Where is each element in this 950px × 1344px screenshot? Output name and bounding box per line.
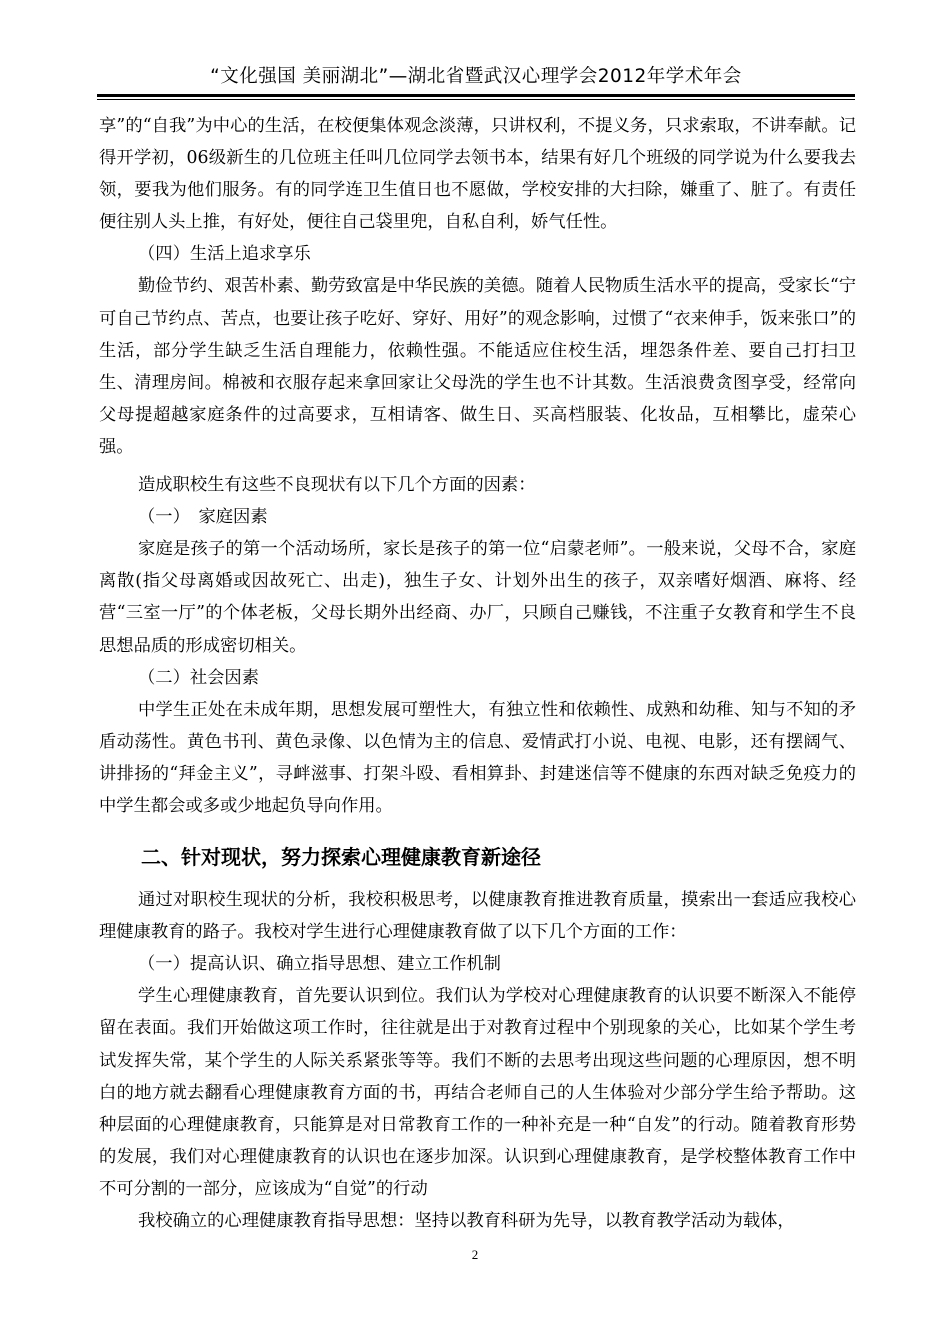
- section-title: 二、针对现状，努力探索心理健康教育新途径: [141, 845, 541, 870]
- header-rule-thin: [97, 99, 855, 100]
- paragraph: 中学生正处在未成年期，思想发展可塑性大，有独立性和依赖性、成熟和幼稚、知与不知的矛盾动荡性。黄色书刊、黄色录像、以色情为主的信息、爱情武打小说、电视、电影，还有摆阔气、讲排扬的“拜金主义”，寻衅滋事、打架斗殴、看相算卦、封建迷信等不健康的东西对缺乏免疫力的中学生都会或多或少地起负导向作用。: [99, 699, 856, 816]
- paragraph: 学生心理健康教育，首先要认识到位。我们认为学校对心理健康教育的认识要不断深入不能停留在表面。我们开始做这项工作时，往往就是出于对教育过程中个别现象的关心，比如某个学生考试发挥失常，某个学生的人际关系紧张等等。我们不断的去思考出现这些问题的心理原因，想不明白的地方就去翻看心理健康教育方面的书，再结合老师自己的人生体验对少部分学生给予帮助。这种层面的心理健康教育，只能算是对日常教育工作的一种补充是一种“自发”的行动。随着教育形势的发展，我们对心理健康教育的认识也在逐步加深。认识到心理健康教育，是学校整体教育工作中不可分割的一部分，应该成为“自觉”的行动: [99, 986, 856, 1199]
- header-rule: [97, 94, 855, 97]
- page-number: 2: [471, 1247, 479, 1262]
- subheading: （二）社会因素: [138, 667, 259, 688]
- subheading: （四）生活上追求享乐: [138, 244, 311, 265]
- subheading: （一）提高认识、确立指导思想、建立工作机制: [138, 954, 501, 975]
- paragraph: 家庭是孩子的第一个活动场所，家长是孩子的第一位“启蒙老师”。一般来说，父母不合，家庭离散(指父母离婚或因故死亡、出走)，独生子女、计划外出生的孩子，双亲嗜好烟酒、麻将、经营“三室一厅”的个体老板，父母长期外出经商、办厂，只顾自己赚钱，不注重子女教育和学生不良思想品质的形成密切相关。: [99, 539, 856, 656]
- paragraph: 勤俭节约、艰苦朴素、勤劳致富是中华民族的美德。随着人民物质生活水平的提高，受家长“宁可自己节约点、苦点，也要让孩子吃好、穿好、用好”的观念影响，过惯了“衣来伸手，饭来张口”的生活，部分学生缺乏生活自理能力，依赖性强。不能适应住校生活，埋怨条件差、要自己打扫卫生、清理房间。棉被和衣服存起来拿回家让父母洗的学生也不计其数。生活浪费贪图享受，经常向父母提超越家庭条件的过高要求，互相请客、做生日、买高档服装、化妆品，互相攀比，虚荣心强。: [99, 276, 856, 457]
- subheading: （一） 家庭因素: [138, 507, 268, 528]
- paragraph: 享”的“自我”为中心的生活，在校便集体观念淡薄，只讲权利，不提义务，只求索取，不讲奉献。记得开学初，06级新生的几位班主任叫几位同学去领书本，结果有好几个班级的同学说为什么要我去领，要我为他们服务。有的同学连卫生值日也不愿做，学校安排的大扫除，嫌重了、脏了。有责任便往别人头上推，有好处，便往自己袋里兜，自私自利，娇气任性。: [99, 116, 856, 233]
- document-body: [99, 110, 856, 1237]
- paragraph: 通过对职校生现状的分析，我校积极思考，以健康教育推进教育质量，摸索出一套适应我校心理健康教育的路子。我校对学生进行心理健康教育做了以下几个方面的工作：: [99, 890, 856, 943]
- page-header: “文化强国 美丽湖北”—湖北省暨武汉心理学会2012年学术年会: [210, 66, 742, 87]
- paragraph: 造成职校生有这些不良现状有以下几个方面的因素：: [138, 475, 536, 496]
- paragraph: 我校确立的心理健康教育指导思想：坚持以教育科研为先导，以教育教学活动为载体，: [138, 1211, 795, 1231]
